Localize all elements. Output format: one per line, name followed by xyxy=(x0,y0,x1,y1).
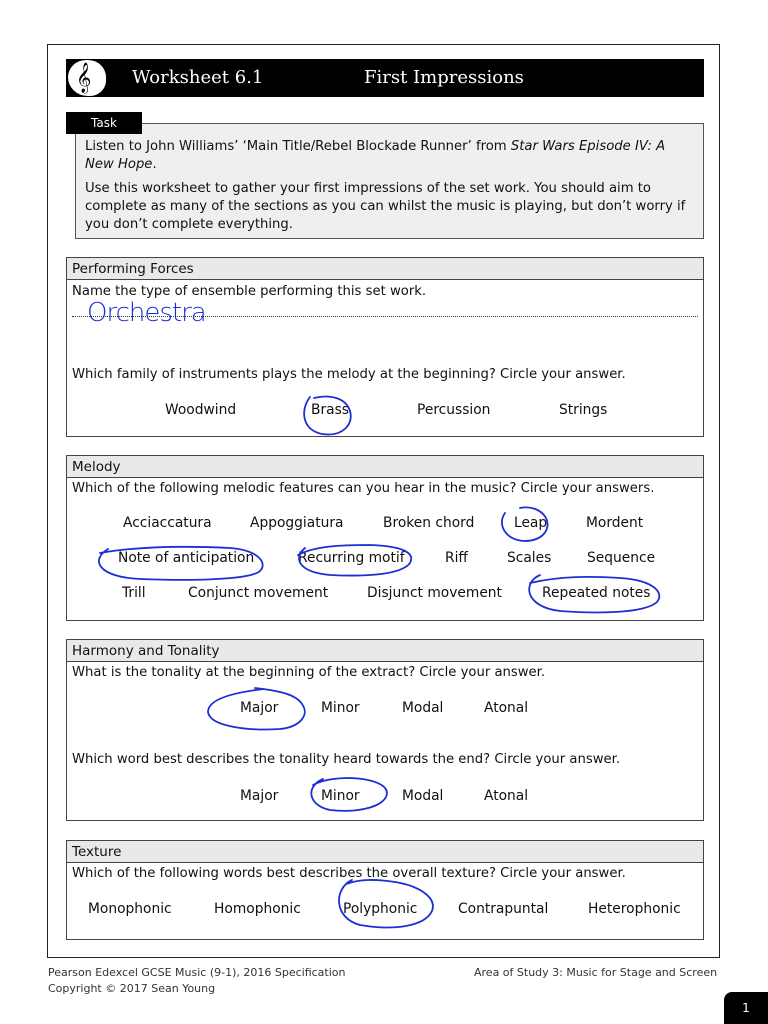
option-contrapuntal[interactable]: Contrapuntal xyxy=(458,901,549,917)
question-tonality-end: Which word best describes the tonality heard towards the end? Circle your answer. xyxy=(72,752,621,767)
task-box xyxy=(75,123,704,239)
answer-line[interactable] xyxy=(72,316,698,317)
section-harmony-tonality xyxy=(66,639,704,821)
option-woodwind[interactable]: Woodwind xyxy=(165,402,237,418)
section-heading: Melody xyxy=(67,456,703,478)
task-intro-work-title: Star Wars Episode IV: A New Hope xyxy=(85,139,666,172)
section-performing-forces xyxy=(66,257,704,437)
task-intro-end: . xyxy=(152,157,157,172)
option-riff[interactable]: Riff xyxy=(445,550,468,566)
option-homophonic[interactable]: Homophonic xyxy=(214,901,301,917)
section-heading: Harmony and Tonality xyxy=(67,640,703,662)
option-note-of-anticipation[interactable]: Note of anticipation xyxy=(118,550,255,566)
page-number: 1 xyxy=(724,992,768,1024)
task-tab: Task xyxy=(66,112,142,134)
option-disjunct-movement[interactable]: Disjunct movement xyxy=(367,585,502,601)
section-texture xyxy=(66,840,704,940)
option-major[interactable]: Major xyxy=(240,700,279,716)
option-atonal[interactable]: Atonal xyxy=(484,788,529,804)
option-modal[interactable]: Modal xyxy=(402,700,444,716)
question-texture: Which of the following words best describes the overall texture? Circle your answer. xyxy=(72,866,626,881)
treble-clef-icon: 𝄞 xyxy=(68,60,106,96)
option-repeated-notes[interactable]: Repeated notes xyxy=(542,585,651,601)
task-instructions: Use this worksheet to gather your first impressions of the set work. You should aim to complete as many of the sections as you can whilst the music is playing, but don’t worry if you don’t complete everything. xyxy=(85,181,686,232)
option-modal[interactable]: Modal xyxy=(402,788,444,804)
question-melodic-features: Which of the following melodic features can you hear in the music? Circle your answers. xyxy=(72,481,655,496)
footer-copyright: Copyright © 2017 Sean Young xyxy=(48,982,216,995)
option-broken-chord[interactable]: Broken chord xyxy=(383,515,475,531)
option-brass[interactable]: Brass xyxy=(311,402,349,418)
option-percussion[interactable]: Percussion xyxy=(417,402,491,418)
option-major[interactable]: Major xyxy=(240,788,279,804)
question-tonality-beginning: What is the tonality at the beginning of the extract? Circle your answer. xyxy=(72,665,546,680)
option-strings[interactable]: Strings xyxy=(559,402,608,418)
section-heading: Texture xyxy=(67,841,703,863)
title-bar xyxy=(66,59,704,97)
option-heterophonic[interactable]: Heterophonic xyxy=(588,901,681,917)
task-intro-text: Listen to John Williams’ ‘Main Title/Rebel Blockade Runner’ from xyxy=(85,139,511,154)
question-instrument-family: Which family of instruments plays the melody at the beginning? Circle your answer. xyxy=(72,367,626,382)
option-scales[interactable]: Scales xyxy=(507,550,552,566)
option-trill[interactable]: Trill xyxy=(122,585,146,601)
footer-specification: Pearson Edexcel GCSE Music (9-1), 2016 Specification xyxy=(48,966,346,979)
section-heading: Performing Forces xyxy=(67,258,703,280)
section-melody xyxy=(66,455,704,621)
option-atonal[interactable]: Atonal xyxy=(484,700,529,716)
option-monophonic[interactable]: Monophonic xyxy=(88,901,172,917)
option-polyphonic[interactable]: Polyphonic xyxy=(343,901,418,917)
handwritten-answer: Orchestra xyxy=(87,298,206,328)
option-recurring-motif[interactable]: Recurring motif xyxy=(298,550,405,566)
option-mordent[interactable]: Mordent xyxy=(586,515,644,531)
question-ensemble: Name the type of ensemble performing this set work. xyxy=(72,284,427,299)
option-sequence[interactable]: Sequence xyxy=(587,550,656,566)
option-minor[interactable]: Minor xyxy=(321,788,360,804)
option-acciaccatura[interactable]: Acciaccatura xyxy=(123,515,212,531)
worksheet-number: Worksheet 6.1 xyxy=(132,67,264,88)
task-intro xyxy=(85,138,695,174)
option-conjunct-movement[interactable]: Conjunct movement xyxy=(188,585,329,601)
option-minor[interactable]: Minor xyxy=(321,700,360,716)
option-appoggiatura[interactable]: Appoggiatura xyxy=(250,515,344,531)
worksheet-title: First Impressions xyxy=(364,67,524,88)
footer-area-of-study: Area of Study 3: Music for Stage and Screen xyxy=(474,966,718,979)
option-leap[interactable]: Leap xyxy=(514,515,548,531)
